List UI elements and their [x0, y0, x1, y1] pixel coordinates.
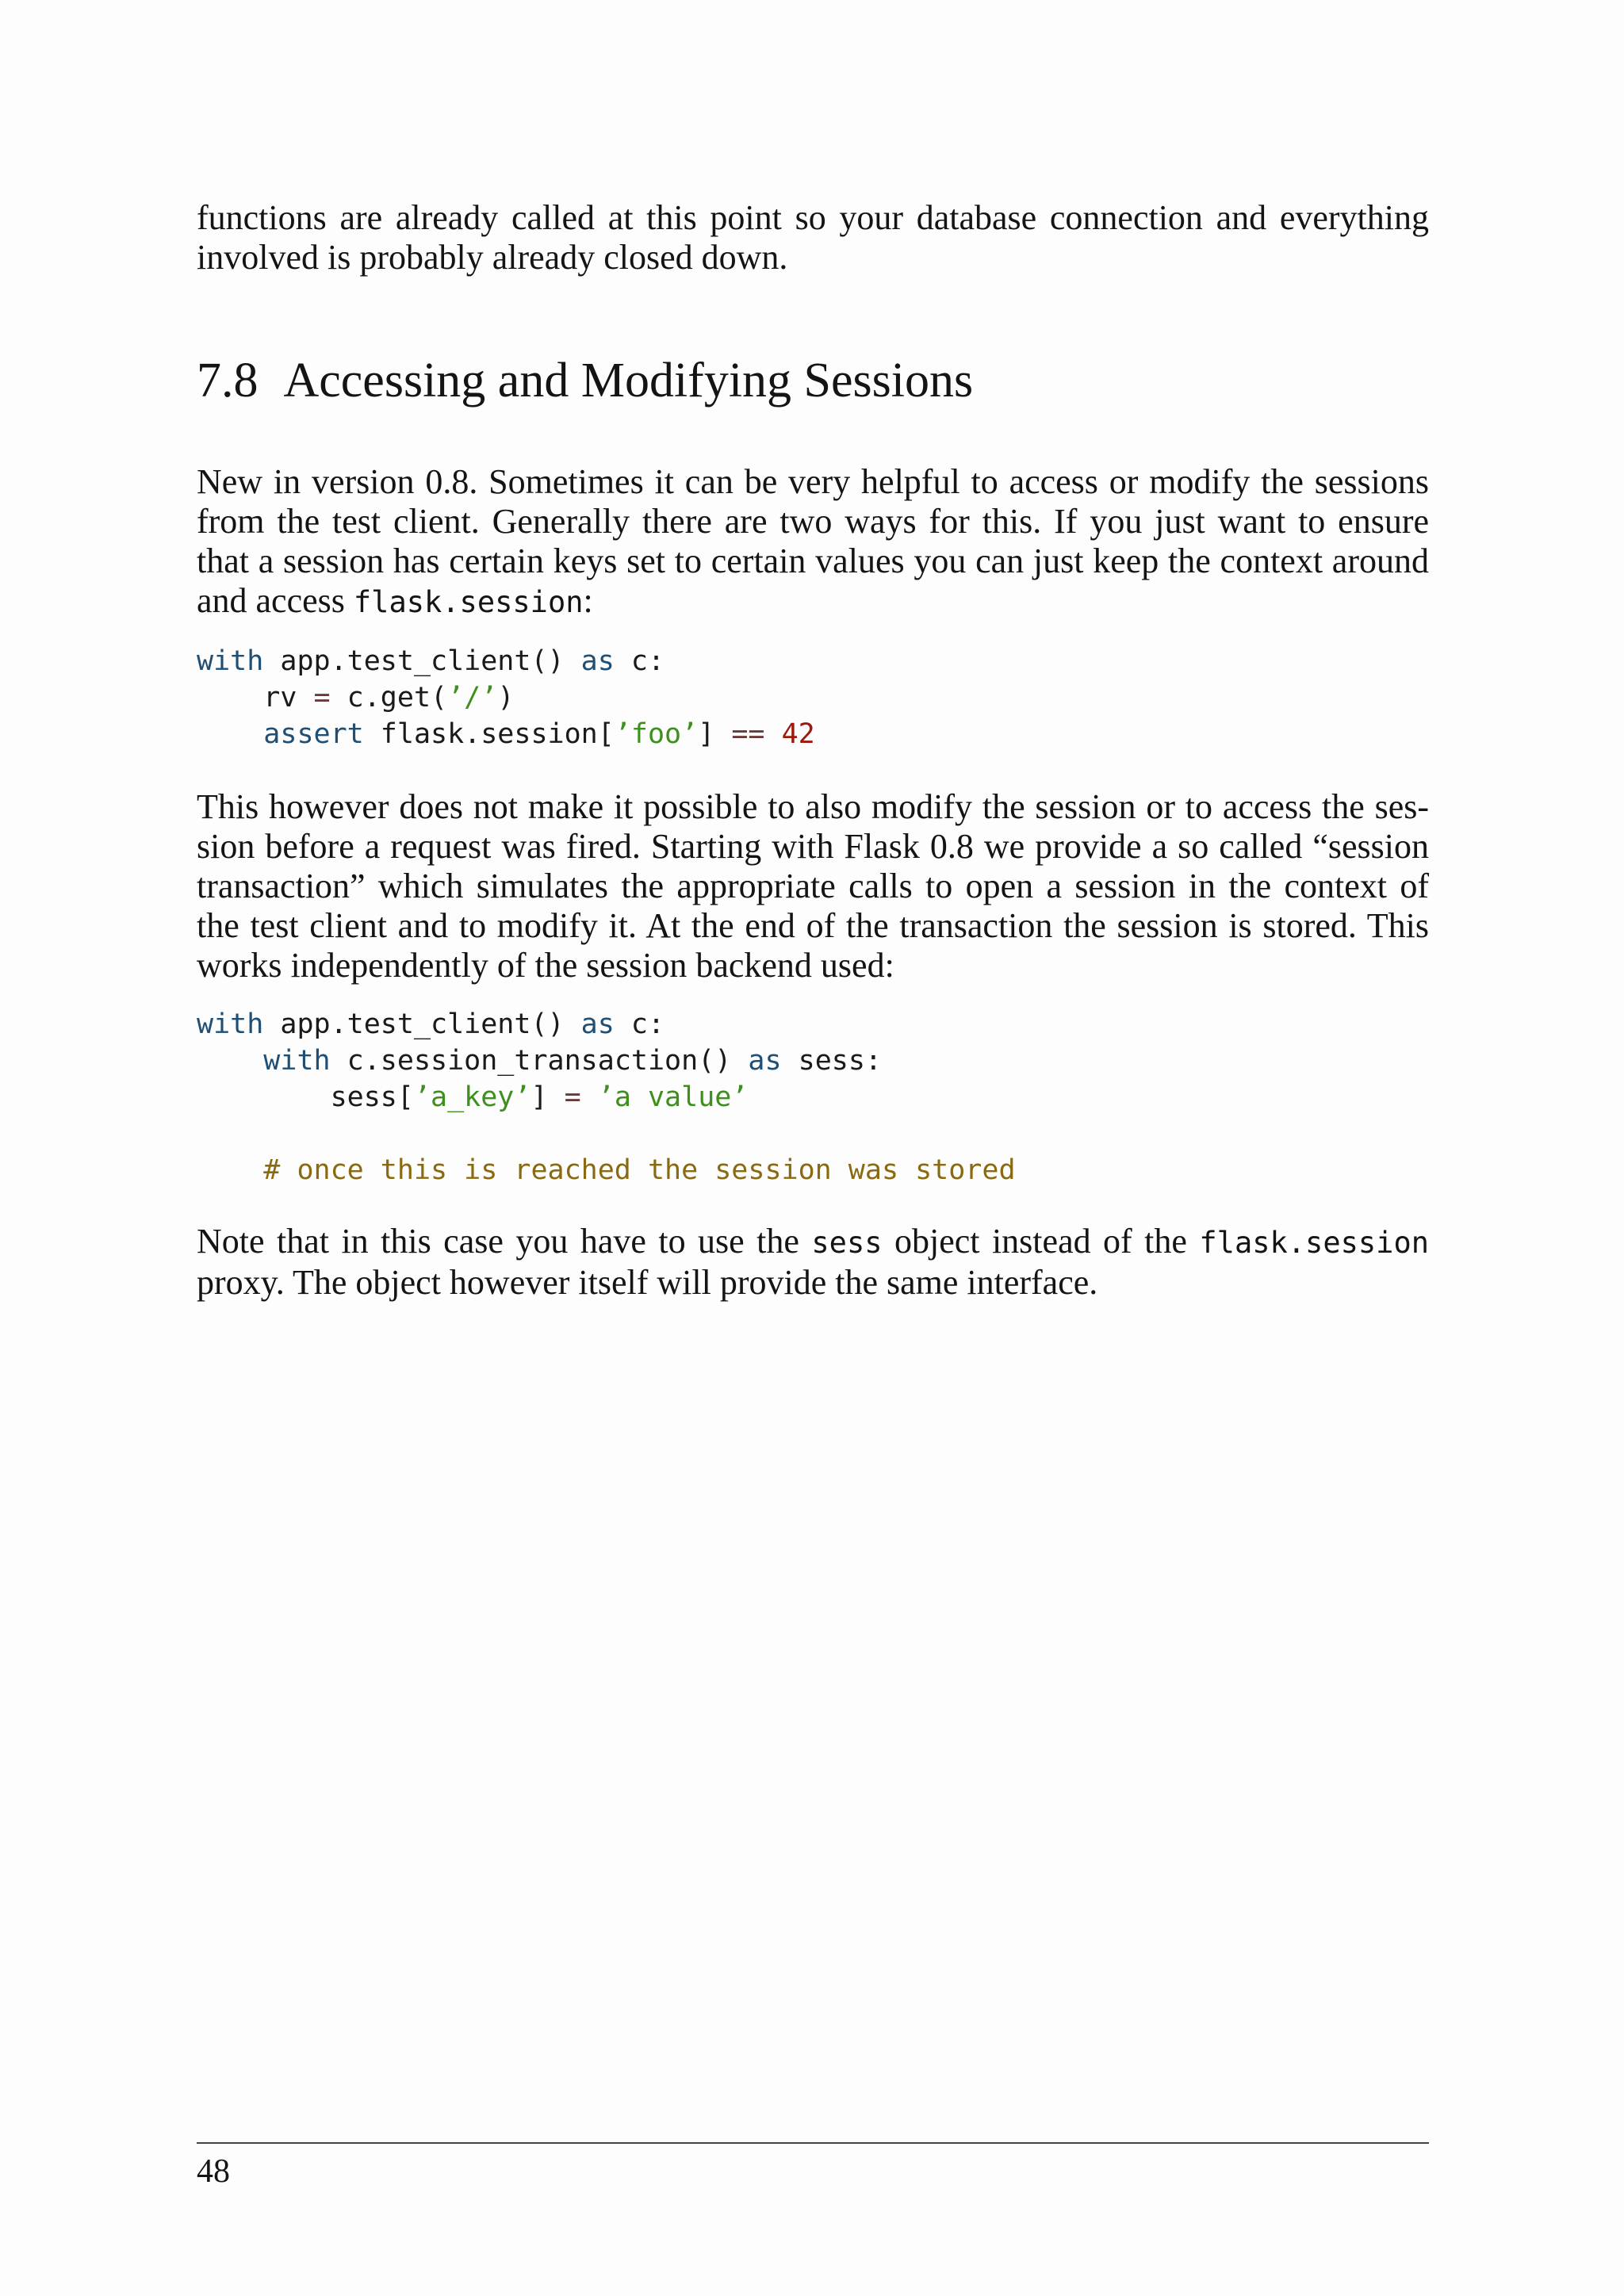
- code-indent: [197, 1154, 263, 1186]
- code-block-1: [197, 643, 1429, 752]
- code-keyword: as: [580, 1008, 615, 1040]
- code-comment: # once this is reached the session was stored: [263, 1154, 1016, 1186]
- para3-text: object instead of the: [882, 1222, 1200, 1261]
- inline-code-flask-session: flask.session: [353, 585, 584, 619]
- intro-paragraph: [197, 198, 1429, 277]
- code2-line-5: [197, 1154, 1016, 1186]
- section-title: Accessing and Modifying Sessions: [283, 354, 974, 408]
- code-indent: [197, 1081, 331, 1113]
- code-string: ’a value’: [597, 1081, 749, 1113]
- code-text: flask.session[: [363, 718, 615, 750]
- paragraph-1: [197, 462, 1429, 622]
- code-space: [581, 1081, 598, 1113]
- code-block-2: [197, 1006, 1429, 1188]
- para3-line-1: [197, 1222, 1429, 1263]
- code-text: app.test_client(): [263, 1008, 581, 1040]
- section-number: 7.8: [197, 354, 259, 408]
- code-indent: [197, 1045, 263, 1077]
- code-keyword: with: [263, 1045, 331, 1077]
- code-text: sess:: [781, 1045, 882, 1077]
- code-text: c.session_transaction(): [330, 1045, 749, 1077]
- para1-line-2: from the test client. Generally there are two ways for this. If you just want to ensure: [197, 502, 1429, 541]
- code1-line-2: [197, 682, 514, 714]
- code-text: c.get(: [330, 682, 448, 714]
- code-block-1-pre: [197, 643, 1429, 752]
- para1-line-4-colon: :: [583, 581, 593, 620]
- code-string: ’/’: [447, 682, 498, 714]
- para2-line-5: works independently of the session backend used:: [197, 946, 894, 985]
- code-text: c:: [614, 645, 665, 677]
- code-keyword: with: [197, 1008, 264, 1040]
- code-string: ’foo’: [614, 718, 699, 750]
- para2-line-4: the test client and to modify it. At the end of the transaction the session is stored. This: [197, 906, 1429, 945]
- para2-line-3: transaction” which simulates the appropriate calls to open a session in the context of: [197, 867, 1429, 905]
- para2-line-1: This however does not make it possible to also modify the session or to access the ses-: [197, 787, 1429, 826]
- code-operator: =: [564, 1081, 581, 1113]
- code2-line-3: [197, 1081, 748, 1113]
- footer-rule: [197, 2142, 1429, 2144]
- intro-line-2: involved is probably already closed down.: [197, 238, 788, 277]
- code1-line-1: [197, 645, 665, 677]
- code2-line-1: [197, 1008, 665, 1040]
- para3-text: Note that in this case you have to use the: [197, 1222, 812, 1261]
- code-text: sess[: [330, 1081, 414, 1113]
- code-text: app.test_client(): [263, 645, 581, 677]
- code-keyword: as: [748, 1045, 782, 1077]
- code2-line-2: [197, 1045, 882, 1077]
- code-keyword: assert: [263, 718, 364, 750]
- code-keyword: as: [580, 645, 615, 677]
- code-indent: [197, 682, 263, 714]
- code-operator: ==: [731, 718, 765, 750]
- section-heading: [197, 352, 1429, 409]
- code-number: 42: [781, 718, 815, 750]
- inline-code-flask-session: flask.session: [1199, 1226, 1429, 1260]
- code-indent: [197, 718, 263, 750]
- para1-line-3: that a session has certain keys set to certain values you can just keep the context around: [197, 541, 1429, 580]
- para2-line-2: sion before a request was fired. Starting with Flask 0.8 we provide a so called “session: [197, 827, 1429, 866]
- code-text: ]: [530, 1081, 565, 1113]
- code-operator: =: [313, 682, 331, 714]
- code-text: c:: [614, 1008, 665, 1040]
- para1-line-4-text: and access: [197, 581, 354, 620]
- code1-line-3: [197, 718, 815, 750]
- paragraph-2: [197, 787, 1429, 985]
- inline-code-sess: sess: [811, 1226, 883, 1260]
- para3-line-2: proxy. The object however itself will provide the same interface.: [197, 1263, 1098, 1302]
- para1-line-4: [197, 581, 1429, 622]
- code-text: ]: [698, 718, 732, 750]
- code-text: rv: [263, 682, 314, 714]
- code-text: ): [497, 682, 515, 714]
- paragraph-3: [197, 1222, 1429, 1303]
- code-string: ’a_key’: [413, 1081, 531, 1113]
- code-block-2-pre: [197, 1006, 1429, 1188]
- intro-line-1: functions are already called at this point so your database connection and everything: [197, 198, 1429, 237]
- code-space: [764, 718, 781, 750]
- para1-line-1: New in version 0.8. Sometimes it can be very helpful to access or modify the sessions: [197, 462, 1429, 501]
- code-keyword: with: [197, 645, 264, 677]
- page-number: 48: [197, 2153, 230, 2190]
